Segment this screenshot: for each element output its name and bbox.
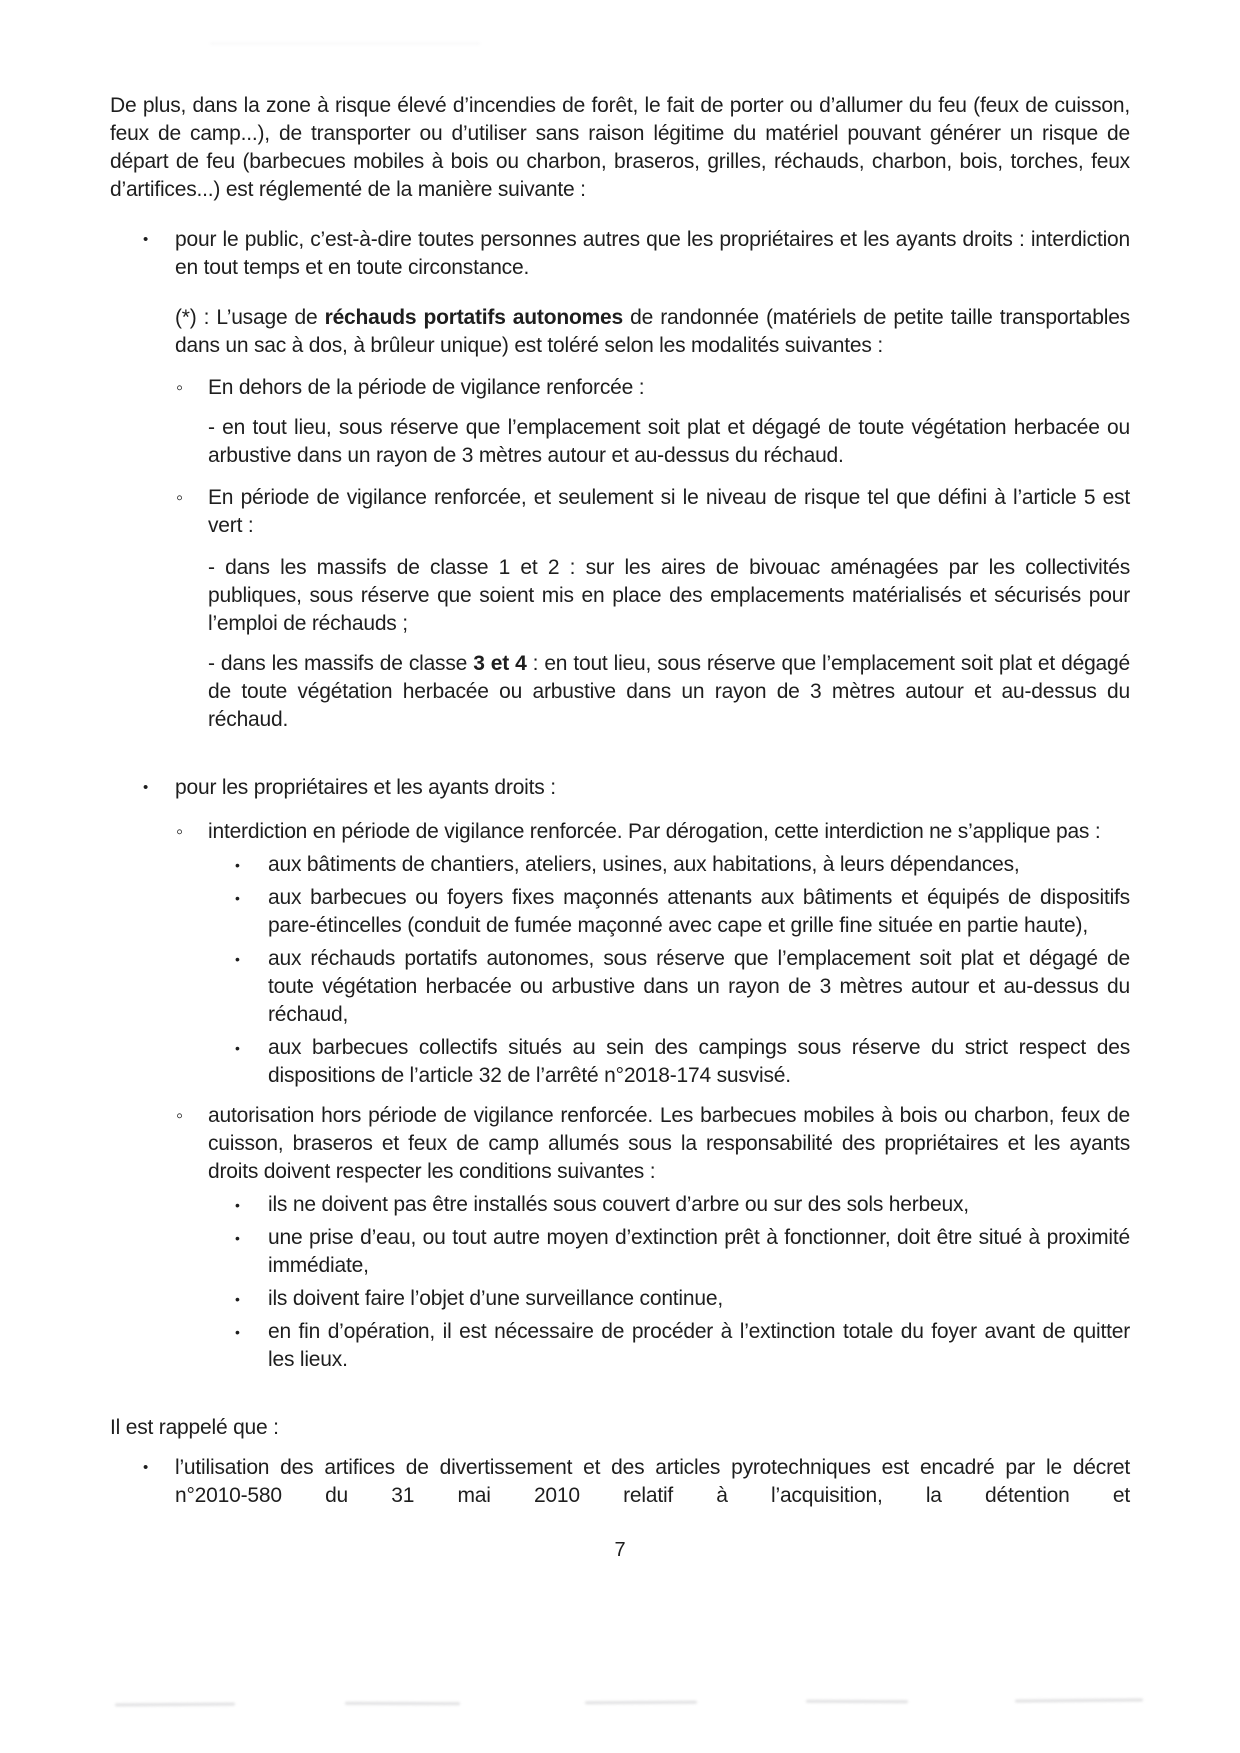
para-outside-rule: - en tout lieu, sous réserve que l’emplacement soit plat et dégagé de toute végétation herbacée ou arbustive dans un rayon de 3 mètres autour et au-dessus du réchaud.	[208, 416, 1130, 467]
bullet-fixed-barbecues	[110, 884, 1130, 940]
collective-barbecues-text: aux barbecues collectifs situés au sein des campings sous réserve du strict respect des dispositions de l’article 32 de l’arrêté n°2018-174 susvisé.	[268, 1036, 1130, 1087]
bullet-icon: •	[235, 1197, 240, 1213]
bullet-collective-barbecues	[110, 1034, 1130, 1090]
circle-icon: ◦	[176, 377, 183, 399]
circle-icon: ◦	[176, 1105, 183, 1127]
buildings-text: aux bâtiments de chantiers, ateliers, usines, aux habitations, à leurs dépendances,	[268, 853, 1020, 876]
surveillance-text: ils doivent faire l’objet d’une surveillance continue,	[268, 1287, 723, 1310]
massifs34-suffix: : en tout lieu, sous réserve que l’emplacement soit plat et dégagé de toute végétation herbacée ou arbustive dans un rayon de 3 mètres autour et au-dessus du réchaud.	[208, 652, 1130, 731]
note-suffix: de randonnée (matériels de petite taille transportables dans un sac à dos, à brûleur unique) est toléré selon les modalités suivantes :	[175, 306, 1130, 357]
bullet-surveillance	[110, 1285, 1130, 1313]
bullet-during-period	[110, 484, 1130, 540]
bullet-icon: •	[143, 1459, 149, 1476]
circle-icon: ◦	[176, 487, 183, 509]
bullet-icon: •	[235, 1324, 240, 1340]
page-number: 7	[614, 1539, 626, 1561]
bullet-icon: •	[235, 1291, 240, 1307]
bullet-portable-stoves	[110, 945, 1130, 1029]
bullet-authorisation	[110, 1102, 1130, 1186]
bullet-outside-period	[110, 374, 1130, 402]
portable-stoves-text: aux réchauds portatifs autonomes, sous réserve que l’emplacement soit plat et dégagé de toute végétation herbacée ou arbustive dans un rayon de 3 mètres autour et au-dessus du réchaud,	[268, 947, 1130, 1026]
no-tree-cover-text: ils ne doivent pas être installés sous couvert d’arbre ou sur des sols herbeux,	[268, 1193, 969, 1216]
owners-heading: pour les propriétaires et les ayants droits :	[175, 776, 556, 799]
pyrotechnics-text: l’utilisation des artifices de divertissement et des articles pyrotechniques est encadré par le décret n°2010-580 du 31 mai 2010 relatif à l’acquisition, la détention et	[175, 1456, 1130, 1507]
bullet-water-supply	[110, 1224, 1130, 1280]
document-body	[110, 92, 1130, 1564]
bullet-icon: •	[235, 857, 240, 873]
interdiction-text: interdiction en période de vigilance renforcée. Par dérogation, cette interdiction ne s’applique pas :	[208, 820, 1101, 843]
scan-artifact	[115, 1703, 235, 1707]
note-bold-term: réchauds portatifs autonomes	[324, 306, 624, 329]
extinction-text: en fin d’opération, il est nécessaire de procéder à l’extinction totale du foyer avant de quitter les lieux.	[268, 1320, 1130, 1371]
bullet-interdiction	[110, 818, 1130, 846]
massifs34-prefix: - dans les massifs de classe	[208, 652, 474, 675]
scan-artifact	[210, 42, 480, 45]
outside-period-heading: En dehors de la période de vigilance renforcée :	[208, 376, 645, 399]
bullet-pyrotechnics	[110, 1454, 1130, 1510]
bullet-public-text: pour le public, c’est-à-dire toutes personnes autres que les propriétaires et les ayants droits : interdiction en tout temps et en toute circonstance.	[175, 228, 1130, 279]
bullet-icon: •	[235, 1230, 240, 1246]
scan-artifact	[1015, 1698, 1143, 1702]
bullet-owners	[110, 774, 1130, 802]
bullet-public	[110, 226, 1130, 282]
para-reminder: Il est rappelé que :	[110, 1416, 279, 1439]
water-supply-text: une prise d’eau, ou tout autre moyen d’extinction prêt à fonctionner, doit être situé à proximité immédiate,	[268, 1226, 1130, 1277]
authorisation-text: autorisation hors période de vigilance renforcée. Les barbecues mobiles à bois ou charbon, feux de cuisson, braseros et feux de camp allumés sous la responsabilité des propriétaires et les ayants droits doivent respecter les conditions suivantes :	[208, 1104, 1130, 1183]
massifs34-bold: 3 et 4	[473, 652, 527, 675]
bullet-icon: •	[143, 779, 149, 796]
bullet-icon: •	[235, 951, 240, 967]
fixed-barbecues-text: aux barbecues ou foyers fixes maçonnés attenants aux bâtiments et équipés de dispositifs pare-étincelles (conduit de fumée maçonné avec cape et grille fine située en partie haute),	[268, 886, 1130, 937]
para-massifs-class-1-2: - dans les massifs de classe 1 et 2 : sur les aires de bivouac aménagées par les collectivités publiques, sous réserve que soient mis en place des emplacements matérialisés et sécurisés pour l’emploi de réchauds ;	[208, 556, 1130, 635]
note-asterisk	[110, 304, 1130, 360]
bullet-no-tree-cover	[110, 1191, 1130, 1219]
para-massifs-class-3-4	[110, 650, 1130, 734]
intro-paragraph: De plus, dans la zone à risque élevé d’incendies de forêt, le fait de porter ou d’allumer du feu (feux de cuisson, feux de camp...), de transporter ou d’utiliser sans raison légitime du matériel pouvant générer un risque de départ de feu (barbecues mobiles à bois ou charbon, braseros, grilles, réchauds, charbon, bois, torches, feux d’artifices...) est réglementé de la manière suivante :	[110, 94, 1130, 201]
scan-artifact	[585, 1701, 697, 1705]
bullet-icon: •	[143, 231, 149, 248]
bullet-icon: •	[235, 1040, 240, 1056]
bullet-buildings	[110, 851, 1130, 879]
circle-icon: ◦	[176, 821, 183, 843]
note-prefix: (*) : L’usage de	[175, 306, 325, 329]
bullet-icon: •	[235, 890, 240, 906]
during-period-heading: En période de vigilance renforcée, et seulement si le niveau de risque tel que défini à l’article 5 est vert :	[208, 486, 1130, 537]
scan-artifact	[806, 1700, 908, 1704]
scan-artifact	[345, 1702, 460, 1705]
bullet-extinction	[110, 1318, 1130, 1374]
